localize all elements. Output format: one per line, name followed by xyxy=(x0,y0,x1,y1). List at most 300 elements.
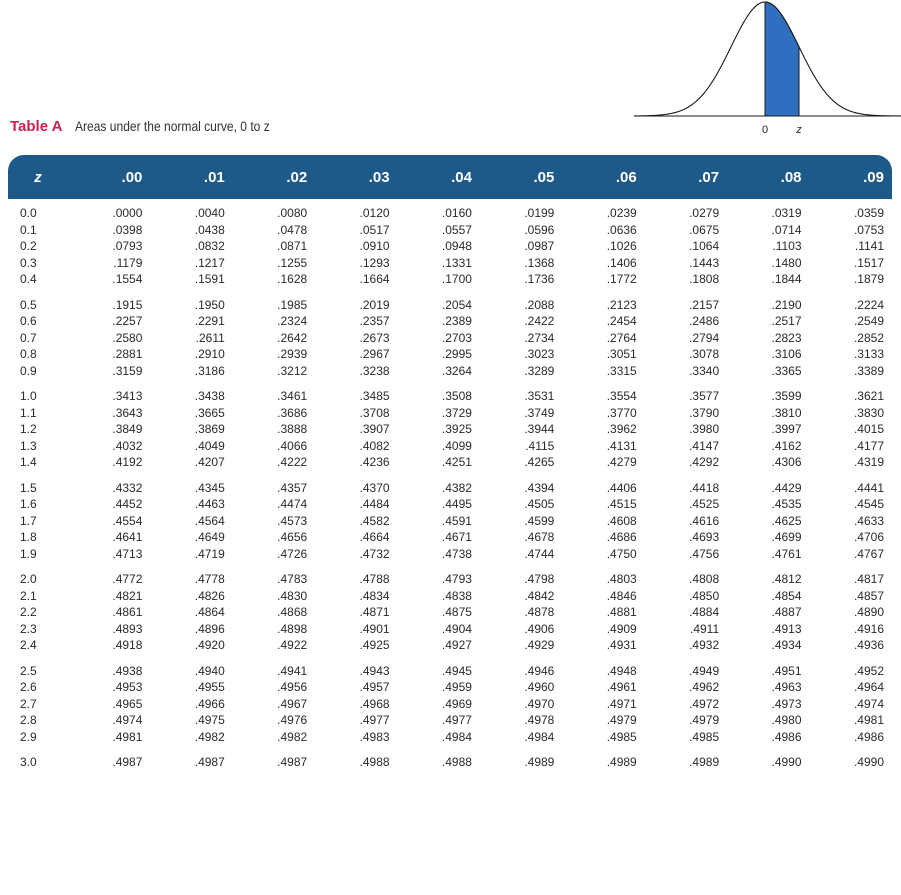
area-value-cell: .1915 xyxy=(112,297,143,312)
area-value-cell: .2357 xyxy=(359,314,390,328)
area-value-cell: .4990 xyxy=(771,755,802,769)
area-value-cell: .4207 xyxy=(194,455,225,469)
table-row xyxy=(8,454,892,471)
area-value-cell: .0832 xyxy=(194,239,225,253)
area-value-cell: .4925 xyxy=(359,638,390,652)
area-value-cell: .4131 xyxy=(606,438,637,453)
area-value-cell: .3554 xyxy=(606,389,637,403)
z-value-cell: 0.4 xyxy=(20,272,37,286)
area-value-cell: .4951 xyxy=(771,663,802,678)
area-value-cell: .0319 xyxy=(771,206,802,220)
area-value-cell: .4962 xyxy=(689,680,720,694)
area-value-cell: .2794 xyxy=(689,330,720,345)
area-value-cell: .1255 xyxy=(277,255,308,270)
area-value-cell: .3980 xyxy=(689,422,720,436)
area-value-cell: .4656 xyxy=(277,530,308,544)
area-value-cell: .4984 xyxy=(441,729,472,744)
table-row xyxy=(8,712,892,729)
table-row xyxy=(8,496,892,513)
area-value-cell: .2764 xyxy=(606,330,637,345)
area-value-cell: .2734 xyxy=(524,330,555,345)
area-value-cell: .4986 xyxy=(771,729,802,744)
area-value-cell: .3461 xyxy=(277,389,308,403)
area-value-cell: .3830 xyxy=(853,405,884,420)
area-value-cell: .1026 xyxy=(606,239,637,253)
z-value-cell: 0.0 xyxy=(20,206,37,220)
area-value-cell: .4948 xyxy=(606,663,637,678)
table-row xyxy=(8,405,892,422)
area-value-cell: .0871 xyxy=(277,239,308,253)
area-value-cell: .3133 xyxy=(853,347,884,361)
area-value-cell: .3621 xyxy=(853,389,884,403)
area-value-cell: .2611 xyxy=(195,330,225,345)
area-value-cell: .1141 xyxy=(854,239,884,253)
area-value-cell: .3888 xyxy=(277,422,308,436)
area-value-cell: .0000 xyxy=(112,206,143,220)
z-value-cell: 2.4 xyxy=(20,638,37,652)
area-value-cell: .4826 xyxy=(194,588,225,603)
area-value-cell: .4985 xyxy=(606,729,637,744)
area-value-cell: .4251 xyxy=(441,455,472,469)
area-value-cell: .3643 xyxy=(112,405,143,420)
area-value-cell: .0199 xyxy=(524,206,555,220)
area-value-cell: .4936 xyxy=(853,638,884,652)
area-value-cell: .0793 xyxy=(112,239,143,253)
area-value-cell: .4772 xyxy=(112,572,143,586)
area-value-cell: .0987 xyxy=(524,239,555,253)
area-value-cell: .4162 xyxy=(771,438,802,453)
area-value-cell: .4394 xyxy=(524,480,555,495)
area-value-cell: .4875 xyxy=(441,605,472,619)
area-value-cell: .0438 xyxy=(194,222,225,237)
area-value-cell: .1293 xyxy=(359,255,390,270)
area-value-cell: .2389 xyxy=(441,314,472,328)
area-value-cell: .4265 xyxy=(524,455,555,469)
area-value-cell: .4463 xyxy=(194,497,225,511)
area-value-cell: .4808 xyxy=(689,572,720,586)
area-value-cell: .4591 xyxy=(441,513,472,528)
area-value-cell: .4671 xyxy=(441,530,472,544)
area-value-cell: .3729 xyxy=(441,405,472,420)
z-value-cell: 0.8 xyxy=(20,347,37,361)
table-row xyxy=(8,271,892,288)
table-description: Areas under the normal curve, 0 to z xyxy=(74,118,270,134)
area-value-cell: .3531 xyxy=(524,389,555,403)
area-value-cell: .3023 xyxy=(524,347,555,361)
table-body xyxy=(8,199,892,771)
table-row xyxy=(8,255,892,272)
area-value-cell: .4633 xyxy=(853,513,884,528)
area-value-cell: .1772 xyxy=(606,272,637,286)
area-value-cell: .3849 xyxy=(112,422,143,436)
area-value-cell: .4957 xyxy=(359,680,390,694)
table-row xyxy=(8,696,892,713)
area-value-cell: .4452 xyxy=(112,497,143,511)
area-value-cell: .4896 xyxy=(194,621,225,636)
area-value-cell: .1179 xyxy=(113,255,143,270)
area-value-cell: .4987 xyxy=(277,755,308,769)
area-value-cell: .4987 xyxy=(112,755,143,769)
area-value-cell: .3907 xyxy=(359,422,390,436)
column-header: .05 xyxy=(480,155,562,199)
z-value-cell: 2.6 xyxy=(20,680,37,694)
area-value-cell: .4955 xyxy=(194,680,225,694)
table-row xyxy=(8,313,892,330)
area-value-cell: .4983 xyxy=(359,729,390,744)
area-value-cell: .4977 xyxy=(359,713,390,727)
z-value-cell: 1.6 xyxy=(20,497,37,511)
area-value-cell: .2517 xyxy=(771,314,802,328)
area-value-cell: .4878 xyxy=(524,605,555,619)
area-value-cell: .3106 xyxy=(771,347,802,361)
area-value-cell: .4974 xyxy=(853,696,884,711)
area-value-cell: .4599 xyxy=(524,513,555,528)
area-value-cell: .4976 xyxy=(277,713,308,727)
area-value-cell: .0080 xyxy=(277,206,308,220)
area-value-cell: .4793 xyxy=(441,572,472,586)
area-value-cell: .4066 xyxy=(277,438,308,453)
area-value-cell: .4319 xyxy=(853,455,884,469)
area-value-cell: .4909 xyxy=(606,621,637,636)
area-value-cell: .4664 xyxy=(359,530,390,544)
area-value-cell: .2967 xyxy=(359,347,390,361)
area-value-cell: .4345 xyxy=(194,480,225,495)
area-value-cell: .0948 xyxy=(441,239,472,253)
area-value-cell: .4901 xyxy=(359,621,390,636)
area-value-cell: .3790 xyxy=(689,405,720,420)
area-value-cell: .4938 xyxy=(112,663,143,678)
area-value-cell: .1808 xyxy=(689,272,720,286)
area-value-cell: .4966 xyxy=(194,696,225,711)
area-value-cell: .3997 xyxy=(771,422,802,436)
area-value-cell: .4535 xyxy=(771,497,802,511)
area-value-cell: .2324 xyxy=(277,314,308,328)
area-value-cell: .2019 xyxy=(359,297,390,312)
table-caption xyxy=(10,118,301,142)
area-value-cell: .1480 xyxy=(771,255,802,270)
area-value-cell: .0120 xyxy=(359,206,390,220)
area-value-cell: .4963 xyxy=(771,680,802,694)
area-value-cell: .2422 xyxy=(524,314,555,328)
area-value-cell: .4767 xyxy=(853,546,884,561)
area-value-cell: .4960 xyxy=(524,680,555,694)
area-value-cell: .4846 xyxy=(606,588,637,603)
area-value-cell: .4967 xyxy=(277,696,308,711)
area-value-cell: .0714 xyxy=(771,222,802,237)
area-value-cell: .4918 xyxy=(112,638,143,652)
z-value-cell: 0.7 xyxy=(20,330,37,345)
area-value-cell: .4945 xyxy=(441,663,472,678)
area-value-cell: .3413 xyxy=(112,389,143,403)
table-label: Table A xyxy=(10,118,63,135)
area-value-cell: .4418 xyxy=(689,480,720,495)
area-value-cell: .0596 xyxy=(524,222,555,237)
area-value-cell: .4857 xyxy=(853,588,884,603)
area-value-cell: .4292 xyxy=(689,455,720,469)
table-row xyxy=(8,222,892,239)
area-value-cell: .2123 xyxy=(606,297,637,312)
area-value-cell: .4788 xyxy=(359,572,390,586)
area-value-cell: .4972 xyxy=(689,696,720,711)
area-value-cell: .3708 xyxy=(359,405,390,420)
area-value-cell: .4973 xyxy=(771,696,802,711)
area-value-cell: .0478 xyxy=(277,222,308,237)
area-value-cell: .4838 xyxy=(441,588,472,603)
area-value-cell: .4961 xyxy=(606,680,637,694)
area-value-cell: .4941 xyxy=(277,663,308,678)
table-row xyxy=(8,729,892,746)
area-value-cell: .4952 xyxy=(853,663,884,678)
area-value-cell: .4989 xyxy=(606,755,637,769)
area-value-cell: .0239 xyxy=(606,206,637,220)
area-value-cell: .4920 xyxy=(194,638,225,652)
table-row xyxy=(8,588,892,605)
area-value-cell: .3485 xyxy=(359,389,390,403)
area-value-cell: .3869 xyxy=(194,422,225,436)
column-header: .00 xyxy=(68,155,150,199)
area-value-cell: .4988 xyxy=(441,755,472,769)
area-value-cell: .4082 xyxy=(359,438,390,453)
area-value-cell: .4608 xyxy=(606,513,637,528)
area-value-cell: .4616 xyxy=(689,513,720,528)
area-value-cell: .1985 xyxy=(277,297,308,312)
area-value-cell: .3944 xyxy=(524,422,555,436)
area-value-cell: .3212 xyxy=(277,363,308,378)
z-value-cell: 2.3 xyxy=(20,621,37,636)
area-value-cell: .4147 xyxy=(689,438,720,453)
area-value-cell: .4987 xyxy=(194,755,225,769)
area-value-cell: .4177 xyxy=(853,438,884,453)
column-header: .06 xyxy=(562,155,644,199)
table-row xyxy=(8,621,892,638)
area-value-cell: .4922 xyxy=(277,638,308,652)
area-value-cell: .4970 xyxy=(524,696,555,711)
area-value-cell: .2190 xyxy=(771,297,802,312)
table-row xyxy=(8,238,892,255)
area-value-cell: .4989 xyxy=(524,755,555,769)
area-value-cell: .4678 xyxy=(524,530,555,544)
area-value-cell: .4982 xyxy=(277,729,308,744)
area-value-cell: .1517 xyxy=(853,255,884,270)
area-value-cell: .0557 xyxy=(441,222,472,237)
area-value-cell: .4974 xyxy=(112,713,143,727)
area-value-cell: .3749 xyxy=(524,405,555,420)
z-value-cell: 1.1 xyxy=(20,405,37,420)
table-row xyxy=(8,346,892,363)
area-value-cell: .2054 xyxy=(441,297,472,312)
area-value-cell: .4913 xyxy=(771,621,802,636)
table-row xyxy=(8,379,892,405)
area-value-cell: .4986 xyxy=(853,729,884,744)
area-value-cell: .4441 xyxy=(853,480,884,495)
area-value-cell: .4881 xyxy=(606,605,637,619)
area-value-cell: .1554 xyxy=(112,272,143,286)
area-value-cell: .3962 xyxy=(606,422,637,436)
area-value-cell: .4778 xyxy=(194,572,225,586)
area-value-cell: .4115 xyxy=(525,438,555,453)
area-value-cell: .2910 xyxy=(194,347,225,361)
area-value-cell: .4525 xyxy=(689,497,720,511)
area-value-cell: .4382 xyxy=(441,480,472,495)
area-value-cell: .1879 xyxy=(853,272,884,286)
area-value-cell: .4564 xyxy=(194,513,225,528)
area-value-cell: .4798 xyxy=(524,572,555,586)
normal-curve-figure xyxy=(634,0,901,140)
area-value-cell: .4949 xyxy=(689,663,720,678)
area-value-cell: .4890 xyxy=(853,605,884,619)
area-value-cell: .3770 xyxy=(606,405,637,420)
area-value-cell: .4015 xyxy=(853,422,884,436)
area-value-cell: .4484 xyxy=(359,497,390,511)
area-value-cell: .4850 xyxy=(689,588,720,603)
area-value-cell: .2088 xyxy=(524,297,555,312)
area-value-cell: .1591 xyxy=(194,272,225,286)
z-value-cell: 2.9 xyxy=(20,729,37,744)
area-value-cell: .4756 xyxy=(689,546,720,561)
area-value-cell: .4990 xyxy=(853,755,884,769)
area-value-cell: .4049 xyxy=(194,438,225,453)
area-value-cell: .4515 xyxy=(606,497,637,511)
area-value-cell: .4761 xyxy=(771,546,802,561)
area-value-cell: .3315 xyxy=(606,363,637,378)
z-value-cell: 2.1 xyxy=(20,588,37,603)
area-value-cell: .3925 xyxy=(441,422,472,436)
z-value-cell: 3.0 xyxy=(20,755,37,769)
column-header: .01 xyxy=(150,155,232,199)
area-value-cell: .4429 xyxy=(771,480,802,495)
area-value-cell: .4893 xyxy=(112,621,143,636)
area-value-cell: .3365 xyxy=(771,363,802,378)
area-value-cell: .2486 xyxy=(689,314,720,328)
area-value-cell: .4927 xyxy=(441,638,472,652)
z-value-cell: 1.3 xyxy=(20,438,37,453)
area-value-cell: .4985 xyxy=(689,729,720,744)
area-value-cell: .4495 xyxy=(441,497,472,511)
area-value-cell: .0753 xyxy=(853,222,884,237)
area-value-cell: .3508 xyxy=(441,389,472,403)
area-value-cell: .4738 xyxy=(441,546,472,561)
area-value-cell: .4953 xyxy=(112,680,143,694)
area-value-cell: .2823 xyxy=(771,330,802,345)
area-value-cell: .3159 xyxy=(112,363,143,378)
area-value-cell: .4979 xyxy=(689,713,720,727)
table-row xyxy=(8,529,892,546)
area-value-cell: .4641 xyxy=(112,530,143,544)
z-value-cell: 0.5 xyxy=(20,297,37,312)
area-value-cell: .4693 xyxy=(689,530,720,544)
area-value-cell: .4929 xyxy=(524,638,555,652)
area-value-cell: .4726 xyxy=(277,546,308,561)
column-header-z: z xyxy=(8,155,68,199)
area-value-cell: .4971 xyxy=(606,696,637,711)
area-value-cell: .2224 xyxy=(853,297,884,312)
area-value-cell: .4357 xyxy=(277,480,308,495)
tick-label-z: z xyxy=(796,124,802,136)
area-value-cell: .2939 xyxy=(277,347,308,361)
table-row xyxy=(8,199,892,222)
area-value-cell: .4988 xyxy=(359,755,390,769)
area-value-cell: .3810 xyxy=(771,405,802,420)
table-row xyxy=(8,745,892,771)
column-header: .07 xyxy=(645,155,727,199)
area-value-cell: .4812 xyxy=(771,572,802,586)
column-header: .04 xyxy=(398,155,480,199)
column-header: .03 xyxy=(315,155,397,199)
area-value-cell: .4959 xyxy=(441,680,472,694)
area-value-cell: .4861 xyxy=(112,605,143,619)
area-value-cell: .2995 xyxy=(441,347,472,361)
table-row xyxy=(8,363,892,380)
table-row xyxy=(8,288,892,314)
area-value-cell: .1406 xyxy=(606,255,637,270)
area-value-cell: .0279 xyxy=(689,206,720,220)
table-row xyxy=(8,513,892,530)
area-value-cell: .4370 xyxy=(359,480,390,495)
area-value-cell: .4192 xyxy=(112,455,143,469)
area-value-cell: .2549 xyxy=(853,314,884,328)
area-value-cell: .4934 xyxy=(771,638,802,652)
area-value-cell: .0160 xyxy=(441,206,472,220)
area-value-cell: .4864 xyxy=(194,605,225,619)
area-value-cell: .4887 xyxy=(771,605,802,619)
area-value-cell: .1950 xyxy=(194,297,225,312)
area-value-cell: .4706 xyxy=(853,530,884,544)
area-value-cell: .0040 xyxy=(194,206,225,220)
z-value-cell: 1.9 xyxy=(20,546,37,561)
area-value-cell: .0910 xyxy=(359,239,390,253)
z-value-cell: 1.4 xyxy=(20,455,37,469)
area-value-cell: .4830 xyxy=(277,588,308,603)
area-value-cell: .4984 xyxy=(524,729,555,744)
area-value-cell: .4964 xyxy=(853,680,884,694)
area-value-cell: .4943 xyxy=(359,663,390,678)
area-value-cell: .2291 xyxy=(194,314,225,328)
column-header: .09 xyxy=(810,155,892,199)
z-value-cell: 1.2 xyxy=(20,422,37,436)
area-value-cell: .1700 xyxy=(441,272,472,286)
table-row xyxy=(8,604,892,621)
z-value-cell: 1.0 xyxy=(20,389,37,403)
area-value-cell: .4719 xyxy=(194,546,225,561)
area-value-cell: .3078 xyxy=(689,347,720,361)
z-value-cell: 0.6 xyxy=(20,314,37,328)
table-row xyxy=(8,471,892,497)
z-value-cell: 0.9 xyxy=(20,363,37,378)
area-value-cell: .1103 xyxy=(772,239,802,253)
area-value-cell: .4222 xyxy=(277,455,308,469)
area-value-cell: .1628 xyxy=(277,272,308,286)
z-value-cell: 1.5 xyxy=(20,480,37,495)
area-value-cell: .4842 xyxy=(524,588,555,603)
area-value-cell: .4979 xyxy=(606,713,637,727)
z-value-cell: 0.1 xyxy=(20,222,37,237)
tick-label-zero: 0 xyxy=(761,124,769,136)
area-value-cell: .4978 xyxy=(524,713,555,727)
area-value-cell: .4904 xyxy=(441,621,472,636)
area-value-cell: .4911 xyxy=(689,621,720,636)
area-value-cell: .4868 xyxy=(277,605,308,619)
area-value-cell: .4946 xyxy=(524,663,555,678)
area-value-cell: .1844 xyxy=(771,272,802,286)
table-row xyxy=(8,438,892,455)
area-value-cell: .0636 xyxy=(606,222,637,237)
z-value-cell: 2.7 xyxy=(20,696,37,711)
area-value-cell: .4582 xyxy=(359,513,390,528)
area-value-cell: .4980 xyxy=(771,713,802,727)
area-value-cell: .2257 xyxy=(112,314,143,328)
area-value-cell: .4975 xyxy=(194,713,225,727)
column-header: .02 xyxy=(233,155,315,199)
